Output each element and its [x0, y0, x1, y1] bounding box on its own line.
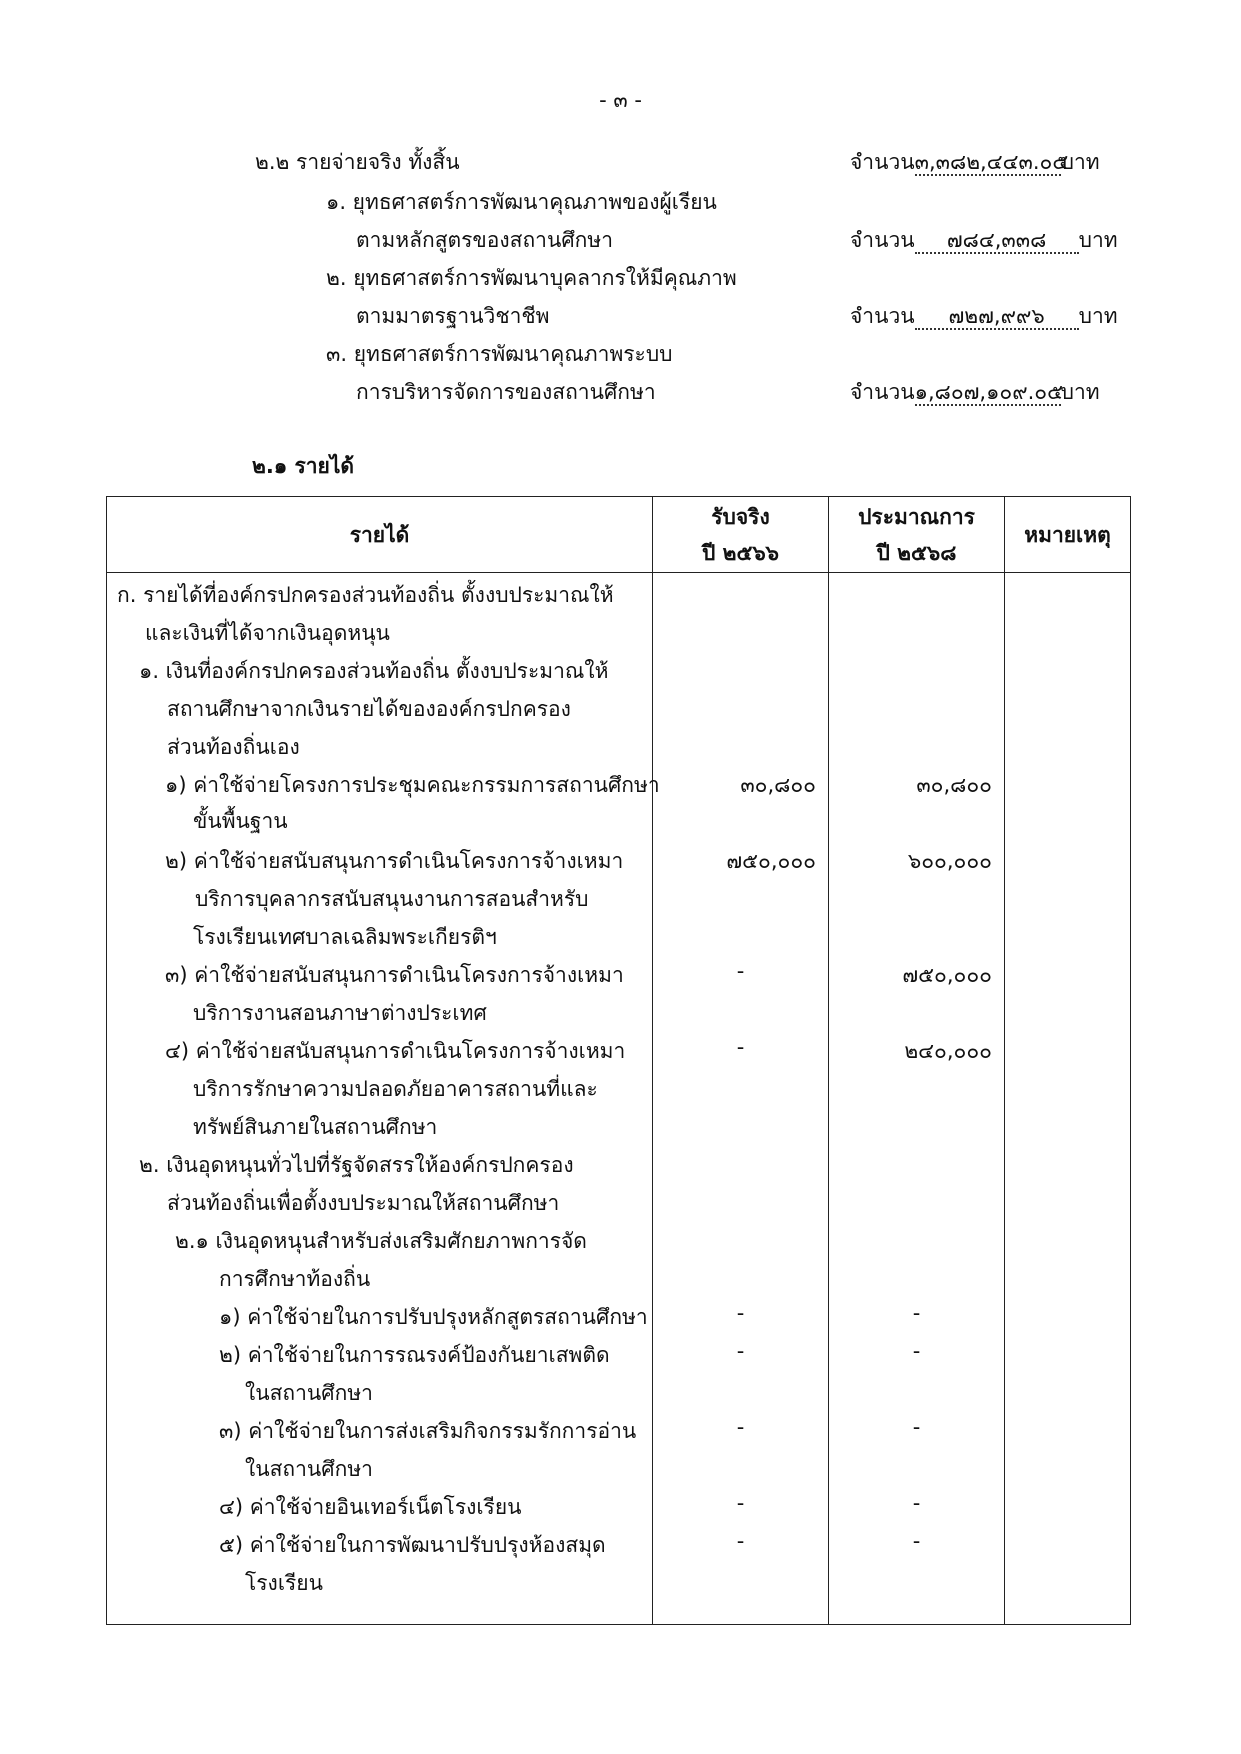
sub-item-2: ๒) ค่าใช้จ่ายสนับสนุนการดำเนินโครงการจ้างเหมา	[165, 849, 624, 873]
header-actual-label: รับจริง	[711, 504, 770, 529]
unit-label: บาท	[1078, 304, 1118, 328]
unit-label: บาท	[1060, 380, 1100, 404]
value-estimate: -	[912, 1339, 921, 1363]
detail-3: ๓) ค่าใช้จ่ายในการส่งเสริมกิจกรรมรักการอ่าน	[219, 1419, 637, 1443]
header-note: หมายเหตุ	[1005, 497, 1131, 573]
strategy-1-amount	[850, 224, 1118, 257]
sub-item-2-1-cont: การศึกษาท้องถิ่น	[219, 1267, 371, 1291]
unit-label: บาท	[1078, 228, 1118, 252]
value-actual: -	[736, 1491, 745, 1515]
page-number: - ๓ -	[599, 88, 642, 112]
strategy-1-subtitle: ตามหลักสูตรของสถานศึกษา	[356, 228, 614, 252]
income-table	[106, 496, 1131, 1625]
value-estimate: ๖๐๐,๐๐๐	[907, 849, 992, 873]
sub-item-3-cont: บริการงานสอนภาษาต่างประเทศ	[193, 1001, 487, 1025]
value-estimate: ๓๐,๘๐๐	[916, 773, 992, 797]
category-a: ก. รายได้ที่องค์กรปกครองส่วนท้องถิ่น ตั้งงบประมาณให้	[117, 583, 614, 607]
header-estimate-year: ปี ๒๕๖๘	[876, 540, 957, 565]
header-actual-year: ปี ๒๕๖๖	[701, 540, 780, 565]
sub-item-1: ๑) ค่าใช้จ่ายโครงการประชุมคณะกรรมการสถานศึกษา	[165, 773, 660, 797]
header-estimate	[829, 497, 1005, 573]
section-heading: ๒.๑ รายได้	[252, 454, 355, 478]
summary-total	[850, 146, 1100, 179]
sub-item-1-cont: ขั้นพื้นฐาน	[193, 809, 288, 833]
value-actual: -	[736, 1529, 745, 1553]
value-estimate: ๗๕๐,๐๐๐	[902, 963, 992, 987]
detail-3-cont: ในสถานศึกษา	[245, 1457, 373, 1481]
strategy-3-title: ๓. ยุทธศาสตร์การพัฒนาคุณภาพระบบ	[326, 342, 673, 366]
value-estimate: -	[912, 1301, 921, 1325]
amount-value: ๑,๘๐๗,๑๐๙.๐๕	[915, 381, 1061, 406]
detail-2: ๒) ค่าใช้จ่ายในการรณรงค์ป้องกันยาเสพติด	[219, 1343, 610, 1367]
strategy-3-amount	[850, 376, 1100, 409]
category-a-cont: และเงินที่ได้จากเงินอุดหนุน	[145, 621, 390, 645]
value-estimate: -	[912, 1529, 921, 1553]
value-estimate: -	[912, 1491, 921, 1515]
unit-label: บาท	[1060, 150, 1100, 174]
sub-item-2-cont: โรงเรียนเทศบาลเฉลิมพระเกียรติฯ	[193, 925, 497, 949]
table-header-row	[107, 497, 1131, 573]
header-income: รายได้	[107, 497, 653, 573]
note-cell	[1005, 573, 1131, 1625]
amount-label: จำนวน	[850, 150, 915, 174]
detail-5: ๕) ค่าใช้จ่ายในการพัฒนาปรับปรุงห้องสมุด	[219, 1533, 606, 1557]
value-actual: ๗๕๐,๐๐๐	[726, 849, 816, 873]
amount-value: ๗๒๗,๙๙๖	[915, 305, 1079, 330]
amount-label: จำนวน	[850, 304, 915, 328]
value-actual: -	[736, 1339, 745, 1363]
amount-label: จำนวน	[850, 380, 915, 404]
item-1-cont: ส่วนท้องถิ่นเอง	[167, 735, 300, 759]
sub-item-2-1: ๒.๑ เงินอุดหนุนสำหรับส่งเสริมศักยภาพการจัด	[175, 1229, 587, 1253]
sub-item-2-cont: บริการบุคลากรสนับสนุนงานการสอนสำหรับ	[195, 887, 589, 911]
strategy-2-amount	[850, 300, 1118, 333]
actual-values-cell	[653, 573, 829, 1625]
value-actual: -	[736, 1415, 745, 1439]
item-1: ๑. เงินที่องค์กรปกครองส่วนท้องถิ่น ตั้งงบประมาณให้	[139, 659, 609, 683]
detail-4: ๔) ค่าใช้จ่ายอินเทอร์เน็ตโรงเรียน	[219, 1495, 522, 1519]
item-1-cont: สถานศึกษาจากเงินรายได้ขององค์กรปกครอง	[167, 697, 571, 721]
value-actual: -	[736, 1035, 745, 1059]
detail-1: ๑) ค่าใช้จ่ายในการปรับปรุงหลักสูตรสถานศึกษา	[219, 1305, 648, 1329]
sub-item-3: ๓) ค่าใช้จ่ายสนับสนุนการดำเนินโครงการจ้างเหมา	[165, 963, 624, 987]
value-actual: -	[736, 1301, 745, 1325]
total-amount: ๓,๓๘๒,๔๔๓.๐๕	[915, 151, 1061, 176]
table-body-row	[107, 573, 1131, 1625]
detail-2-cont: ในสถานศึกษา	[245, 1381, 373, 1405]
value-actual: -	[736, 959, 745, 983]
header-estimate-label: ประมาณการ	[858, 504, 975, 529]
header-actual	[653, 497, 829, 573]
sub-item-4: ๔) ค่าใช้จ่ายสนับสนุนการดำเนินโครงการจ้างเหมา	[165, 1039, 626, 1063]
value-estimate: -	[912, 1415, 921, 1439]
summary-title: ๒.๒ รายจ่ายจริง ทั้งสิ้น	[255, 150, 460, 174]
strategy-2-title: ๒. ยุทธศาสตร์การพัฒนาบุคลากรให้มีคุณภาพ	[326, 266, 737, 290]
sub-item-4-cont: ทรัพย์สินภายในสถานศึกษา	[193, 1115, 438, 1139]
strategy-2-subtitle: ตามมาตรฐานวิชาชีพ	[356, 304, 550, 328]
income-description-cell	[107, 573, 660, 1625]
strategy-3-subtitle: การบริหารจัดการของสถานศึกษา	[356, 380, 656, 404]
value-estimate: ๒๔๐,๐๐๐	[904, 1039, 992, 1063]
estimate-values-cell	[829, 573, 1005, 1625]
amount-value: ๗๘๔,๓๓๘	[915, 229, 1079, 254]
sub-item-4-cont: บริการรักษาความปลอดภัยอาคารสถานที่และ	[193, 1077, 598, 1101]
detail-5-cont: โรงเรียน	[245, 1571, 323, 1595]
strategy-1-title: ๑. ยุทธศาสตร์การพัฒนาคุณภาพของผู้เรียน	[326, 190, 717, 214]
item-2-cont: ส่วนท้องถิ่นเพื่อตั้งงบประมาณให้สถานศึกษา	[167, 1191, 560, 1215]
value-actual: ๓๐,๘๐๐	[740, 773, 816, 797]
amount-label: จำนวน	[850, 228, 915, 252]
item-2: ๒. เงินอุดหนุนทั่วไปที่รัฐจัดสรรให้องค์กรปกครอง	[139, 1153, 574, 1177]
